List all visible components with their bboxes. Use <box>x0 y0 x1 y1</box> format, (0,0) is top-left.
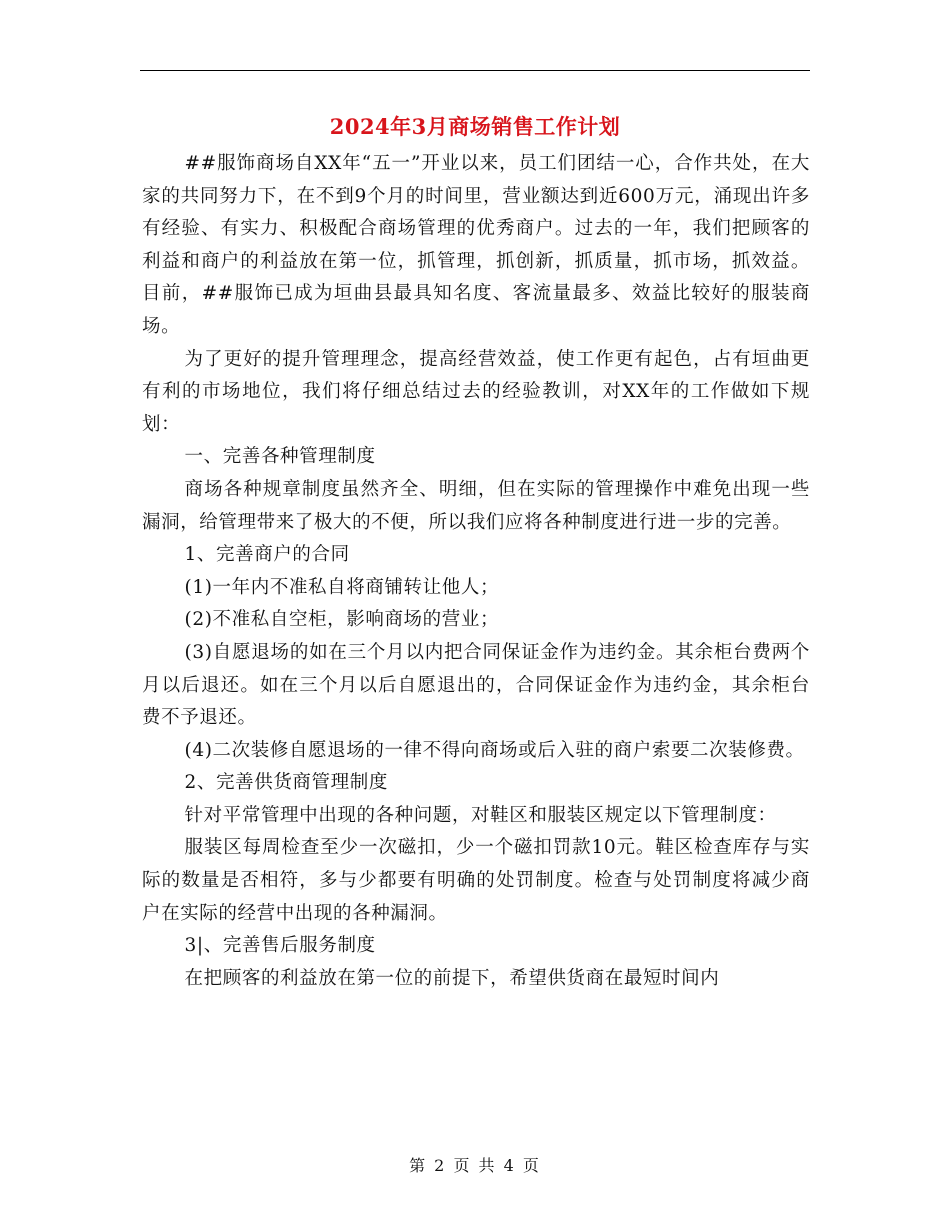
header-rule <box>140 70 810 71</box>
page-number-label: 第 2 页 共 4 页 <box>409 1156 541 1175</box>
paragraph-supplier-rules: 针对平常管理中出现的各种问题，对鞋区和服装区规定以下管理制度： <box>184 804 777 826</box>
subsection-heading-2: 2、完善供货商管理制度 <box>184 772 388 794</box>
contract-item-2: (2)不准私自空柜，影响商场的营业； <box>184 609 500 631</box>
paragraph-plan-purpose: 为了更好的提升管理理念，提高经营效益，使工作更有起色，占有垣曲更有利的市场地位，我们将仔细总结过去的经验教训，对XX年的工作做如下规划： <box>142 348 810 435</box>
contract-item-3: (3)自愿退场的如在三个月以内把合同保证金作为违约金。其余柜台费两个月以后退还。如在三个月以后自愿退出的，合同保证金作为违约金，其余柜台费不予退还。 <box>142 641 810 729</box>
paragraph-rules-overview: 商场各种规章制度虽然齐全、明细，但在实际的管理操作中难免出现一些漏洞，给管理带来了极大的不便，所以我们应将各种制度进行进一步的完善。 <box>142 478 810 533</box>
contract-item-1: (1)一年内不准私自将商铺转让他人； <box>184 576 500 598</box>
contract-item-4: (4)二次装修自愿退场的一律不得向商场或后入驻的商户索要二次装修费。 <box>184 739 805 761</box>
document-body <box>142 148 810 995</box>
section-heading-1: 一、完善各种管理制度 <box>184 446 376 468</box>
paragraph-intro: ##服饰商场自XX年“五一”开业以来，员工们团结一心，合作共处，在大家的共同努力下，在不到9个月的时间里，营业额达到近600万元，涌现出许多有经验、有实力、积极配合商场管理的优秀商户。过去的一年，我们把顾客的利益和商户的利益放在第一位，抓管理，抓创新，抓质量，抓市场，抓效益。目前，##服饰已成为垣曲县最具知名度、客流量最多、效益比较好的服装商场。 <box>142 153 810 337</box>
page-footer <box>0 1153 950 1176</box>
subsection-heading-1: 1、完善商户的合同 <box>184 544 350 566</box>
document-title: 2024年3月商场销售工作计划 <box>329 114 621 139</box>
paragraph-after-sales: 在把顾客的利益放在第一位的前提下，希望供货商在最短时间内 <box>184 967 720 989</box>
paragraph-inspection-rules: 服装区每周检查至少一次磁扣，少一个磁扣罚款10元。鞋区检查库存与实际的数量是否相符，多与少都要有明确的处罚制度。检查与处罚制度将减少商户在实际的经营中出现的各种漏洞。 <box>142 837 810 924</box>
subsection-heading-3: 3|、完善售后服务制度 <box>184 935 376 957</box>
